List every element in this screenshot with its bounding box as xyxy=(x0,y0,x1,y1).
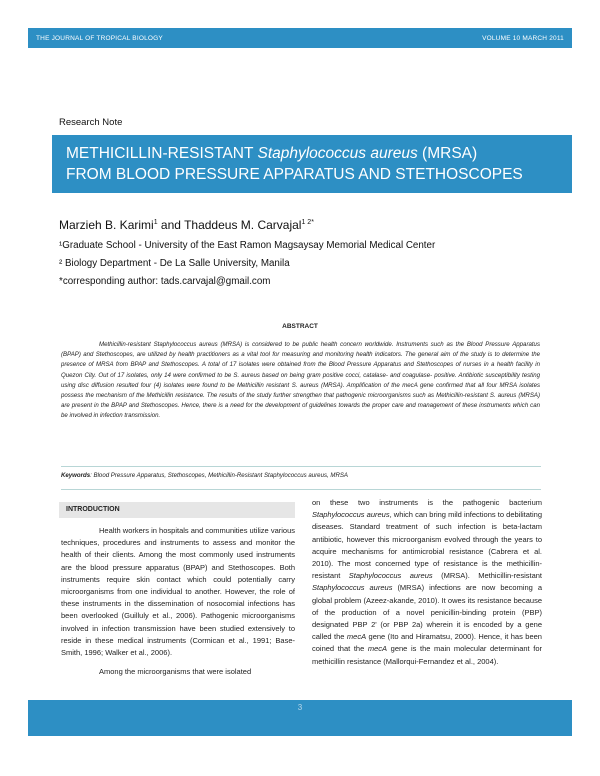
issue-info: VOLUME 10 MARCH 2011 xyxy=(482,34,564,42)
title-species: Staphylococcus aureus xyxy=(257,145,418,162)
author-list: Marzieh B. Karimi$^1$ and Thaddeus M. Carvajal$^{1 2*}$ xyxy=(59,218,314,232)
divider xyxy=(61,466,541,467)
journal-name: THE JOURNAL OF TROPICAL BIOLOGY xyxy=(36,34,163,42)
page-number: 3 xyxy=(297,703,303,712)
author-1: Marzieh B. Karimi xyxy=(59,218,154,232)
journal-header-bar xyxy=(28,28,572,48)
title-line2: FROM BLOOD PRESSURE APPARATUS AND STETHOSCOPES xyxy=(66,166,523,183)
divider xyxy=(61,489,541,490)
intro-paragraph-2: Among the microorganisms that were isolated xyxy=(99,667,252,676)
article-type: Research Note xyxy=(59,117,123,128)
author-2: Thaddeus M. Carvajal xyxy=(184,218,302,232)
corresponding-author: *corresponding author: tads.carvajal@gmail.com xyxy=(59,276,271,287)
abstract-heading: ABSTRACT xyxy=(282,323,318,330)
article-title: METHICILLIN-RESISTANT Staphylococcus aureus (MRSA) FROM BLOOD PRESSURE APPARATUS AND STETHOSCOPES xyxy=(66,145,523,183)
intro-heading: INTRODUCTION xyxy=(66,506,120,513)
keywords-label: Keywords xyxy=(61,472,91,479)
intro-paragraph-1: Health workers in hospitals and communities utilize various techniques, procedures and instruments to assess and monitor the health of their clients. Among the most commonly used instruments are the blood pressure apparatus (BPAP) and Stethoscopes. Both instruments require skin contact which could potentially carry microorganisms from one individual to another. However, the role of these instruments in the dissemination of nosocomial infections has been overlooked (Guilluly et al., 2006). Pathogenic microorganisms involved in infection transmission have been studied extensively to reside in these medical instruments (Cormican et al., 1991; Base-Smith, 1996; Walker et al., 2006). xyxy=(61,526,295,658)
intro-column-2: on these two instruments is the pathogenic bacterium Staphylococcus aureus, which can bring mild infections to debilitating diseases. Standard treatment of such infection is beta-lactam antibiotic, however this microorganism evolved through the years to acquire mechanisms for antimicrobial resistance (Cabrera et al. 2010). The most concerned type of resistance is the methicillin-resistant Staphylococcus aureus (MRSA). Methicillin-resistant Staphylococcus aureus (MRSA) infections are now becoming a global problem (Azeez-akande, 2010). It owes its resistance because of the production of a novel penicillin-binding protein (PBP) designated PBP 2' (or PBP 2a) wherein it is encoded by a gene called the mecA gene (Ito and Hiramatsu, 2000). Hence, it has been coined that the mecA gene is the main molecular determinant for methicillin resistance (Mallorqui-Fernandez et al., 2004). xyxy=(312,498,543,666)
affiliation-1: ¹Graduate School - University of the East Ramon Magsaysay Memorial Medical Center xyxy=(59,240,436,251)
abstract-text: Methicillin-resistant Staphylococcus aureus (MRSA) is considered to be public health concern worldwide. Instruments such as the Blood Pressure Apparatus (BPAP) and Stethoscopes, are utilized by health practitioners as a vital tool for measuring and monitoring health indicators. The general aim of the study is to determine the presence of MRSA from BPAP and Stethoscopes. A total of 17 isolates were obtained from the Blood Pressure Apparatus and Stethoscopes of nurses in a health facility in Quezon City. Out of 17 isolates, only 14 were confirmed to be S. aureus based on being gram positive cocci, catalase- and coagulase- positive. Antibiotic susceptibility testing using disc diffusion resulted four (4) isolates were found to be Methicillin resistant S. aureus (MRSA). Amplification of the mecA gene confirmed that all four MRSA isolates possess the mechanism of the Methicillin resistance. The results of the study further strengthen that pathogenic microorganisms such as Methicillin-resistant S. aureus (MRSA) are present in the BPAP and Stethoscopes. Hence, there is a need for the development of guidelines towards the proper care and management of these instruments which can be involved in infection transmission. xyxy=(61,341,540,420)
keywords: Keywords: Blood Pressure Apparatus, Stethoscopes, Methicillin-Resistant Staphylococcus aureus, MRSA xyxy=(61,472,348,479)
affiliation-2: ² Biology Department - De La Salle University, Manila xyxy=(59,258,290,269)
